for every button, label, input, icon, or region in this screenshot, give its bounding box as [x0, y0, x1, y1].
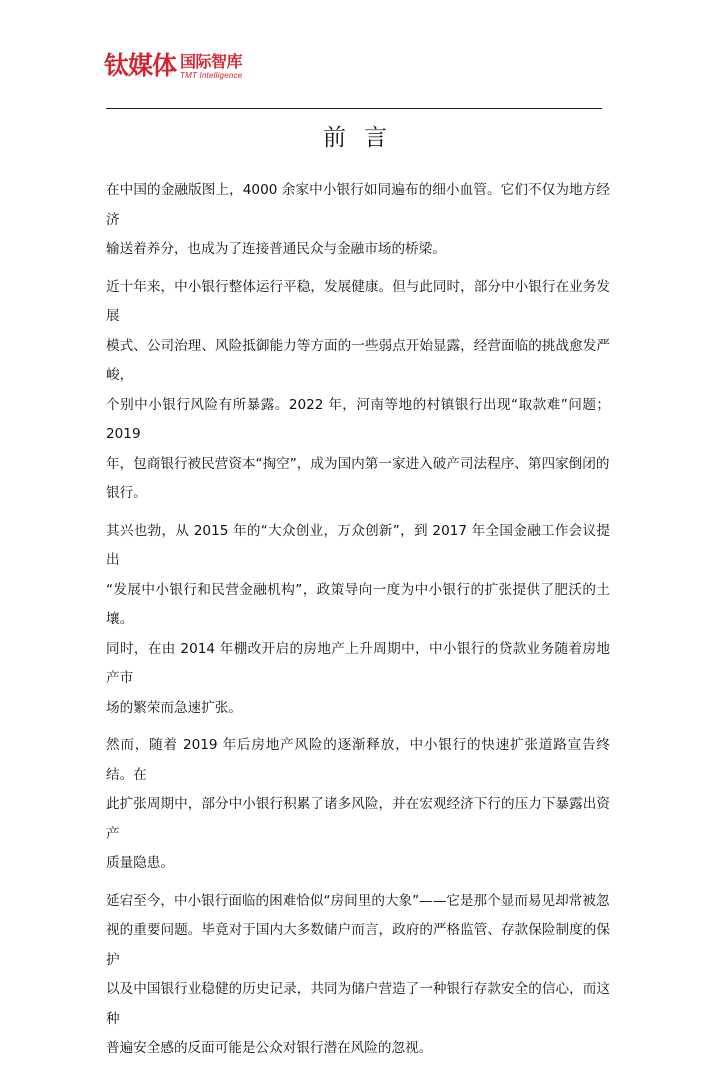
logo-main-text: 钛媒体	[104, 51, 177, 80]
logo-sub-en: TMT Intelligence	[180, 71, 243, 80]
paragraph-1: 在中国的金融版图上，4000 余家中小银行如同遍布的细小血管。它们不仅为地方经济 输送着养分，也成为了连接普通民众与金融市场的桥梁。	[106, 182, 610, 257]
page-title: 前言	[323, 125, 405, 151]
paragraph-4: 然而，随着 2019 年后房地产风险的逐渐释放，中小银行的快速扩张道路宣告终结。在 此扩张周期中，部分中小银行积累了诸多风险，并在宏观经济下行的压力下暴露出资产 质量隐患。	[106, 737, 610, 871]
logo	[104, 52, 242, 80]
paragraph-3: 其兴也勃，从 2015 年的“大众创业，万众创新”，到 2017 年全国金融工作会议提出 “发展中小银行和民营金融机构”，政策导向一度为中小银行的扩张提供了肥沃的土壤。 同时，在由 2014 年棚改开启的房地产上升周期中，中小银行的贷款业务随着房地产市 场的繁荣而急速扩张。	[106, 522, 610, 716]
paragraph-2: 近十年来，中小银行整体运行平稳，发展健康。但与此同时，部分中小银行在业务发展 模式、公司治理、风险抵御能力等方面的一些弱点开始显露，经营面临的挑战愈发严峻， 个别中小银行风险有所暴露。2022 年，河南等地的村镇银行出现“取款难”问题；2019 年，包商银行被民营资本“掏空”，成为国内第一家进入破产司法程序、第四家倒闭的 银行。	[106, 278, 610, 501]
header-divider	[106, 108, 602, 109]
logo-side	[180, 53, 242, 80]
preface-body	[106, 176, 610, 1072]
paragraph-5: 延宕至今，中小银行面临的困难恰似“房间里的大象”——它是那个显而易见却常被忽 视的重要问题。毕竟对于国内大多数储户而言，政府的严格监管、存款保险制度的保护 以及中国银行业稳健的历史记录，共同为储户营造了一种银行存款安全的信心，而这种 普遍安全感的反面可能是公众对银行潜在风险的忽视。	[106, 892, 610, 1056]
logo-sub-cn: 国际智库	[180, 52, 243, 71]
